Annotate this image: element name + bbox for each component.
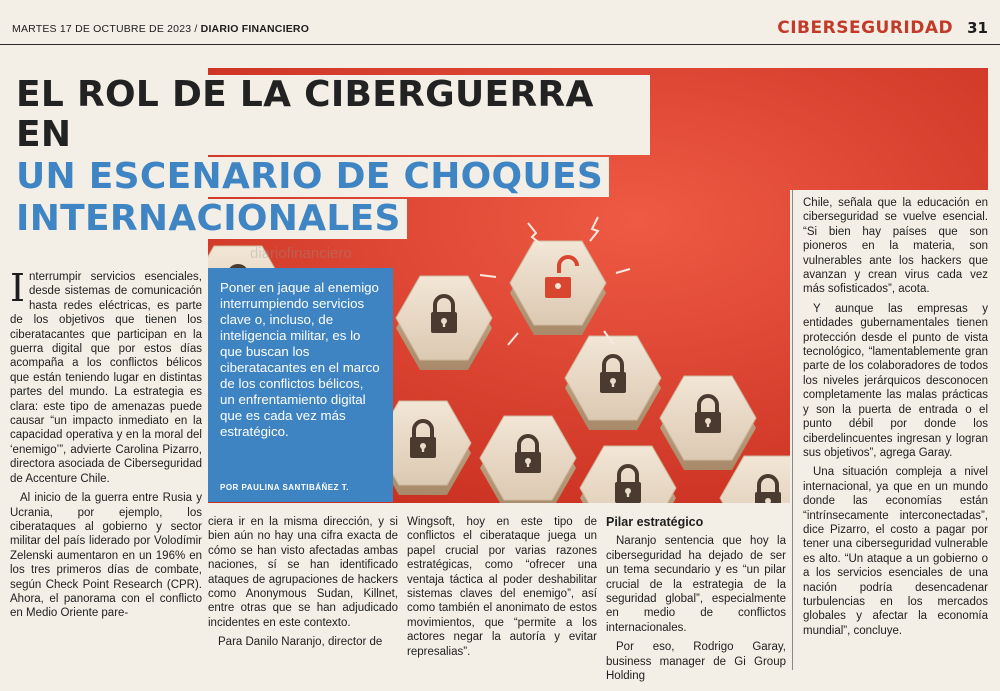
article-paragraph: Wingsoft, hoy en este tipo de conflictos el ciberataque juega un papel crucial por varias razones estratégicas, como “ofrecer una ventaja táctica al poder deshabilitar sistemas claves del enemigo”, así como también el anonimato de estos movimientos, que “permite a los actores negar la autoría y evitar represalias”.: [407, 516, 597, 658]
article-paragraph: Por eso, Rodrigo Garay, business manager de Gi Group Holding: [606, 641, 786, 683]
article-paragraph: Una situación compleja a nivel internacional, ya que en un mundo donde las economías están “intrínsecamente interconectadas”, dice Pizarro, el costo a pagar por tener una ciberseguridad vulnerable es alto. “Un ataque a un gobierno o a los servicios esenciales de una nación podría desencadenar turbulencias en los mercados globales y afectar la economía mundial”, concluye.: [803, 466, 988, 637]
article-paragraph: [10, 266, 202, 486]
article-column-1: [10, 266, 202, 626]
byline: POR PAULINA SANTIBÁÑEZ T.: [220, 483, 349, 492]
header-section-block: [777, 18, 988, 38]
header-date: MARTES 17 DE OCTUBRE DE 2023 /: [12, 23, 198, 35]
article-column-3: [407, 515, 597, 664]
section-name: CIBERSEGURIDAD: [777, 18, 954, 38]
page-number: 31: [967, 19, 988, 37]
watermark: diariofinanciero: [250, 245, 352, 262]
headline: [10, 75, 650, 241]
header-publication: DIARIO FINANCIERO: [200, 23, 310, 35]
dropcap: I: [10, 266, 26, 310]
headline-line-2: UN ESCENARIO DE CHOQUES: [10, 157, 609, 197]
article-paragraph: Al inicio de la guerra entre Rusia y Ucrania, por ejemplo, los ciberataques al gobierno y sector militar del país liderado por Volodímir Zelenski aumentaron en un 196% en los tres primeros días de combate, según Check Point Research (CPR). Ahora, el panorama con el conflicto en Medio Oriente pare-: [10, 492, 202, 620]
article-paragraph: Y aunque las empresas y entidades gubernamentales tienen protección desde el punto de vista tecnológico, “lamentablemente gran parte de los colaboradores de todos los niveles jerárquicos desconocen completamente las malas prácticas y son la puerta de entrada o el punto débil por donde los ciberdelincuentes ingresan y logran sus objetivos”, agrega Garay.: [803, 302, 988, 459]
paragraph-text: nterrumpir servicios esenciales, desde sistemas de comunicación hasta redes eléctricas, es parte de los objetivos que tienen los ciberatacantes que participan en la guerra digital que por estos días acompaña a los conflictos bélicos que están teniendo lugar en distintas partes del mundo. La estrategia es clara: este tipo de amenazas puede causar “un impacto inmediato en la capacidad operativa y en la moral del ‘enemigo’”, advierte Carolina Pizarro, directora asociada de Ciberseguridad de Accenture Chile.: [10, 271, 202, 485]
article-column-4: [606, 515, 786, 688]
article-column-2: [208, 515, 398, 655]
section-subhead: Pilar estratégico: [606, 515, 704, 529]
article-column-5: [803, 196, 988, 643]
lead-callout: [208, 268, 393, 502]
callout-text: Poner en jaque al enemigo interrumpiendo servicios clave o, incluso, de inteligencia militar, es lo que buscan los ciberatacantes en el marco de los conflictos bélicos, un enfrentamiento digital que es cada vez más estratégico.: [220, 280, 380, 439]
header-rule: [0, 44, 1000, 45]
headline-line-1: EL ROL DE LA CIBERGUERRA EN: [10, 75, 650, 155]
column-divider: [792, 190, 793, 670]
article-paragraph: Chile, señala que la educación en ciberseguridad se vuelve esencial. “Si bien hay países que son pioneros en la materia, son vulnerables ante los hackers que avanzan y crean virus cada vez más sofisticados”, acota.: [803, 197, 988, 296]
article-paragraph: Naranjo sentencia que hoy la ciberseguridad ha dejado de ser un tema secundario y es “un pilar crucial de la estrategia de la seguridad global”, especialmente en medio de conflictos internacionales.: [606, 535, 786, 634]
headline-line-3: INTERNACIONALES: [10, 199, 407, 239]
article-paragraph: Para Danilo Naranjo, director de: [218, 636, 383, 649]
header-dateline: [12, 23, 309, 35]
article-paragraph: ciera ir en la misma dirección, y si bien aún no hay una cifra exacta de cómo se han visto afectadas ambas naciones, sí se han identificado ataques de agrupaciones de hackers como Anonymous Sudan, Killnet, entre otras que se han adjudicado incidentes en este contexto.: [208, 516, 398, 629]
page-header: [0, 0, 1000, 44]
